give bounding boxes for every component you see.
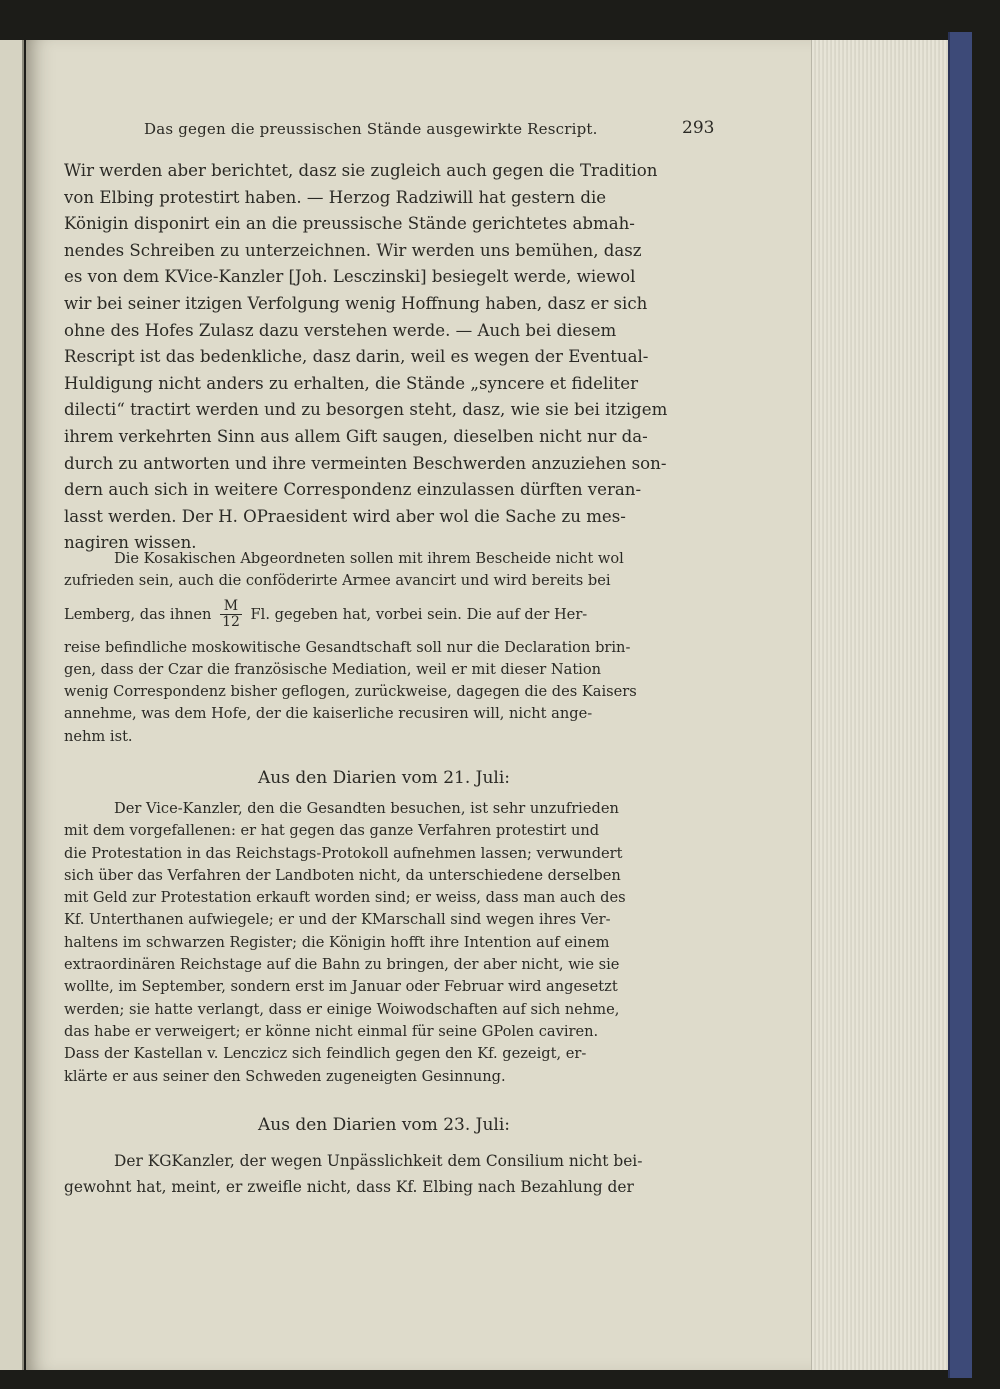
paragraph-1 <box>64 158 704 557</box>
text-line: das habe er verweigert; er könne nicht einmal für seine GPolen caviren. <box>64 1022 599 1040</box>
text-line: annehme, was dem Hofe, der die kaiserliche recusiren will, nicht ange- <box>64 705 593 723</box>
text-line: dern auch sich in weitere Correspondenz einzulassen dürften veran- <box>64 480 642 500</box>
facing-page-edge <box>0 40 24 1370</box>
text-line: klärte er aus seiner den Schweden zugeneigten Gesinnung. <box>64 1067 506 1085</box>
text-line: Königin disponirt ein an die preussische Stände gerichtetes abmah- <box>64 214 635 234</box>
text-line: gen, dass der Czar die französische Mediation, weil er mit dieser Nation <box>64 660 602 678</box>
fraction <box>220 599 242 630</box>
text-line: Rescript ist das bedenkliche, dasz darin, weil es wegen der Eventual- <box>64 347 649 367</box>
page-number: 293 <box>682 118 715 138</box>
text-line: ihrem verkehrten Sinn aus allem Gift saugen, dieselben nicht nur da- <box>64 426 648 446</box>
book-cover <box>948 32 972 1378</box>
text-line: nendes Schreiben zu unterzeichnen. Wir werden uns bemühen, dasz <box>64 240 642 260</box>
text-line: mit dem vorgefallenen: er hat gegen das ganze Verfahren protestirt und <box>64 822 600 840</box>
text-line: haltens im schwarzen Register; die Königin hofft ihre Intention auf einem <box>64 933 610 951</box>
section-heading-21-juli: Aus den Diarien vom 21. Juli: <box>258 768 510 788</box>
text-line: Kf. Unterthanen aufwiegele; er und der KMarschall sind wegen ihres Ver- <box>64 911 611 929</box>
text-line: die Protestation in das Reichstags-Protokoll aufnehmen lassen; verwundert <box>64 844 623 862</box>
text-line: gewohnt hat, meint, er zweifle nicht, dass Kf. Elbing nach Bezahlung der <box>64 1178 634 1196</box>
text-line: Der Vice-Kanzler, den die Gesandten besuchen, ist sehr unzufrieden <box>114 800 619 817</box>
text-line: Dass der Kastellan v. Lenczicz sich feindlich gegen den Kf. gezeigt, er- <box>64 1045 587 1063</box>
fraction-line-after: Fl. gegeben hat, vorbei sein. Die auf der Her- <box>250 605 588 623</box>
paragraph-3 <box>64 798 704 1088</box>
text-line: Huldigung nicht anders zu erhalten, die Stände „syncere et fideliter <box>64 373 638 393</box>
page-block-edges <box>811 40 949 1370</box>
text-line: von Elbing protestirt haben. — Herzog Radziwill hat gestern die <box>64 187 607 207</box>
text-line: nehm ist. <box>64 727 133 745</box>
text-line: extraordinären Reichstage auf die Bahn zu bringen, der aber nicht, wie sie <box>64 956 620 974</box>
running-head: Das gegen die preussischen Stände ausgewirkte Rescript. <box>144 120 598 138</box>
text-line: nagiren wissen. <box>64 533 197 553</box>
text-line: Der KGKanzler, der wegen Unpässlichkeit dem Consilium nicht bei- <box>114 1152 643 1170</box>
text-line: ohne des Hofes Zulasz dazu verstehen werde. — Auch bei diesem <box>64 320 617 340</box>
text-line: wollte, im September, sondern erst im Januar oder Februar wird angesetzt <box>64 978 618 996</box>
text-line: zufrieden sein, auch die conföderirte Armee avancirt und wird bereits bei <box>64 572 611 590</box>
text-line: sich über das Verfahren der Landboten nicht, da unterschiedene derselben <box>64 866 621 884</box>
fraction-numerator: M <box>220 599 242 615</box>
text-line: es von dem KVice-Kanzler [Joh. Lesczinski] besiegelt werde, wiewol <box>64 267 636 287</box>
text-line: durch zu antworten und ihre vermeinten Beschwerden anzuziehen son- <box>64 453 667 473</box>
fraction-denominator: 12 <box>222 614 240 631</box>
paragraph-2 <box>64 548 704 748</box>
text-line: werden; sie hatte verlangt, dass er einige Woiwodschaften auf sich nehme, <box>64 1000 620 1018</box>
book-page <box>26 40 811 1370</box>
section-heading-23-juli: Aus den Diarien vom 23. Juli: <box>258 1115 510 1135</box>
text-line: lasst werden. Der H. OPraesident wird aber wol die Sache zu mes- <box>64 506 626 526</box>
text-line: wir bei seiner itzigen Verfolgung wenig Hoffnung haben, dasz er sich <box>64 293 648 313</box>
text-line: mit Geld zur Protestation erkauft worden sind; er weiss, dass man auch des <box>64 889 626 907</box>
paragraph-4 <box>64 1148 704 1200</box>
text-line: Die Kosakischen Abgeordneten sollen mit ihrem Bescheide nicht wol <box>114 550 624 567</box>
fraction-line-before: Lemberg, das ihnen <box>64 605 212 623</box>
text-line: reise befindliche moskowitische Gesandtschaft soll nur die Declaration brin- <box>64 638 631 656</box>
text-line: dilecti“ tractirt werden und zu besorgen steht, dasz, wie sie bei itzigem <box>64 400 668 420</box>
text-line: wenig Correspondenz bisher geflogen, zurückweise, dagegen die des Kaisers <box>64 683 637 701</box>
fraction-line <box>64 593 704 637</box>
text-line: Wir werden aber berichtet, dasz sie zugleich auch gegen die Tradition <box>64 161 658 180</box>
